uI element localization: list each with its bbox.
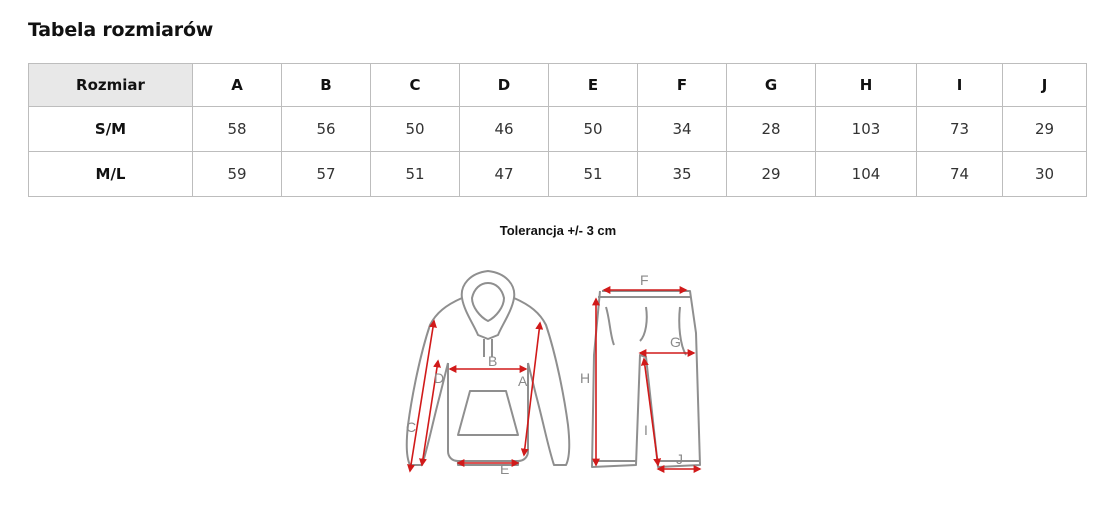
table-cell: 74 (917, 152, 1003, 197)
table-cell: 30 (1003, 152, 1087, 197)
label-f: F (640, 272, 649, 288)
label-a: A (518, 373, 528, 389)
table-header-cell: C (371, 64, 460, 107)
table-cell: 103 (816, 107, 917, 152)
table-cell: 29 (1003, 107, 1087, 152)
table-cell: 51 (371, 152, 460, 197)
table-header-cell: H (816, 64, 917, 107)
table-header-cell: B (282, 64, 371, 107)
measurement-diagram (400, 265, 710, 480)
row-size-label: S/M (29, 107, 193, 152)
table-cell: 104 (816, 152, 917, 197)
table-header-cell: G (727, 64, 816, 107)
table-header-row (29, 64, 1087, 107)
table-row (29, 107, 1087, 152)
table-cell: 46 (460, 107, 549, 152)
table-cell: 28 (727, 107, 816, 152)
label-b: B (488, 353, 498, 369)
arrow-c (410, 321, 434, 471)
table-cell: 50 (371, 107, 460, 152)
label-d: D (434, 370, 445, 386)
label-e: E (500, 461, 510, 477)
table-cell: 51 (549, 152, 638, 197)
table-header-size: Rozmiar (29, 64, 193, 107)
table-header-cell: I (917, 64, 1003, 107)
size-table (28, 63, 1087, 197)
table-header-cell: F (638, 64, 727, 107)
table-cell: 29 (727, 152, 816, 197)
label-h: H (580, 370, 591, 386)
arrow-a (524, 323, 540, 455)
measurement-arrows (410, 290, 700, 471)
tolerance-note: Tolerancja +/- 3 cm (499, 223, 617, 238)
page-title: Tabela rozmiarów (28, 19, 214, 41)
table-cell: 58 (193, 107, 282, 152)
table-header-cell: E (549, 64, 638, 107)
label-i: I (644, 422, 648, 438)
table-header-cell: A (193, 64, 282, 107)
table-cell: 50 (549, 107, 638, 152)
label-j: J (676, 451, 683, 467)
table-cell: 73 (917, 107, 1003, 152)
table-cell: 34 (638, 107, 727, 152)
table-cell: 57 (282, 152, 371, 197)
table-cell: 47 (460, 152, 549, 197)
table-cell: 35 (638, 152, 727, 197)
table-header-cell: J (1003, 64, 1087, 107)
arrow-i (644, 359, 658, 465)
table-row (29, 152, 1087, 197)
label-c: C (406, 419, 417, 435)
table-cell: 56 (282, 107, 371, 152)
row-size-label: M/L (29, 152, 193, 197)
label-g: G (670, 334, 681, 350)
table-header-cell: D (460, 64, 549, 107)
table-cell: 59 (193, 152, 282, 197)
